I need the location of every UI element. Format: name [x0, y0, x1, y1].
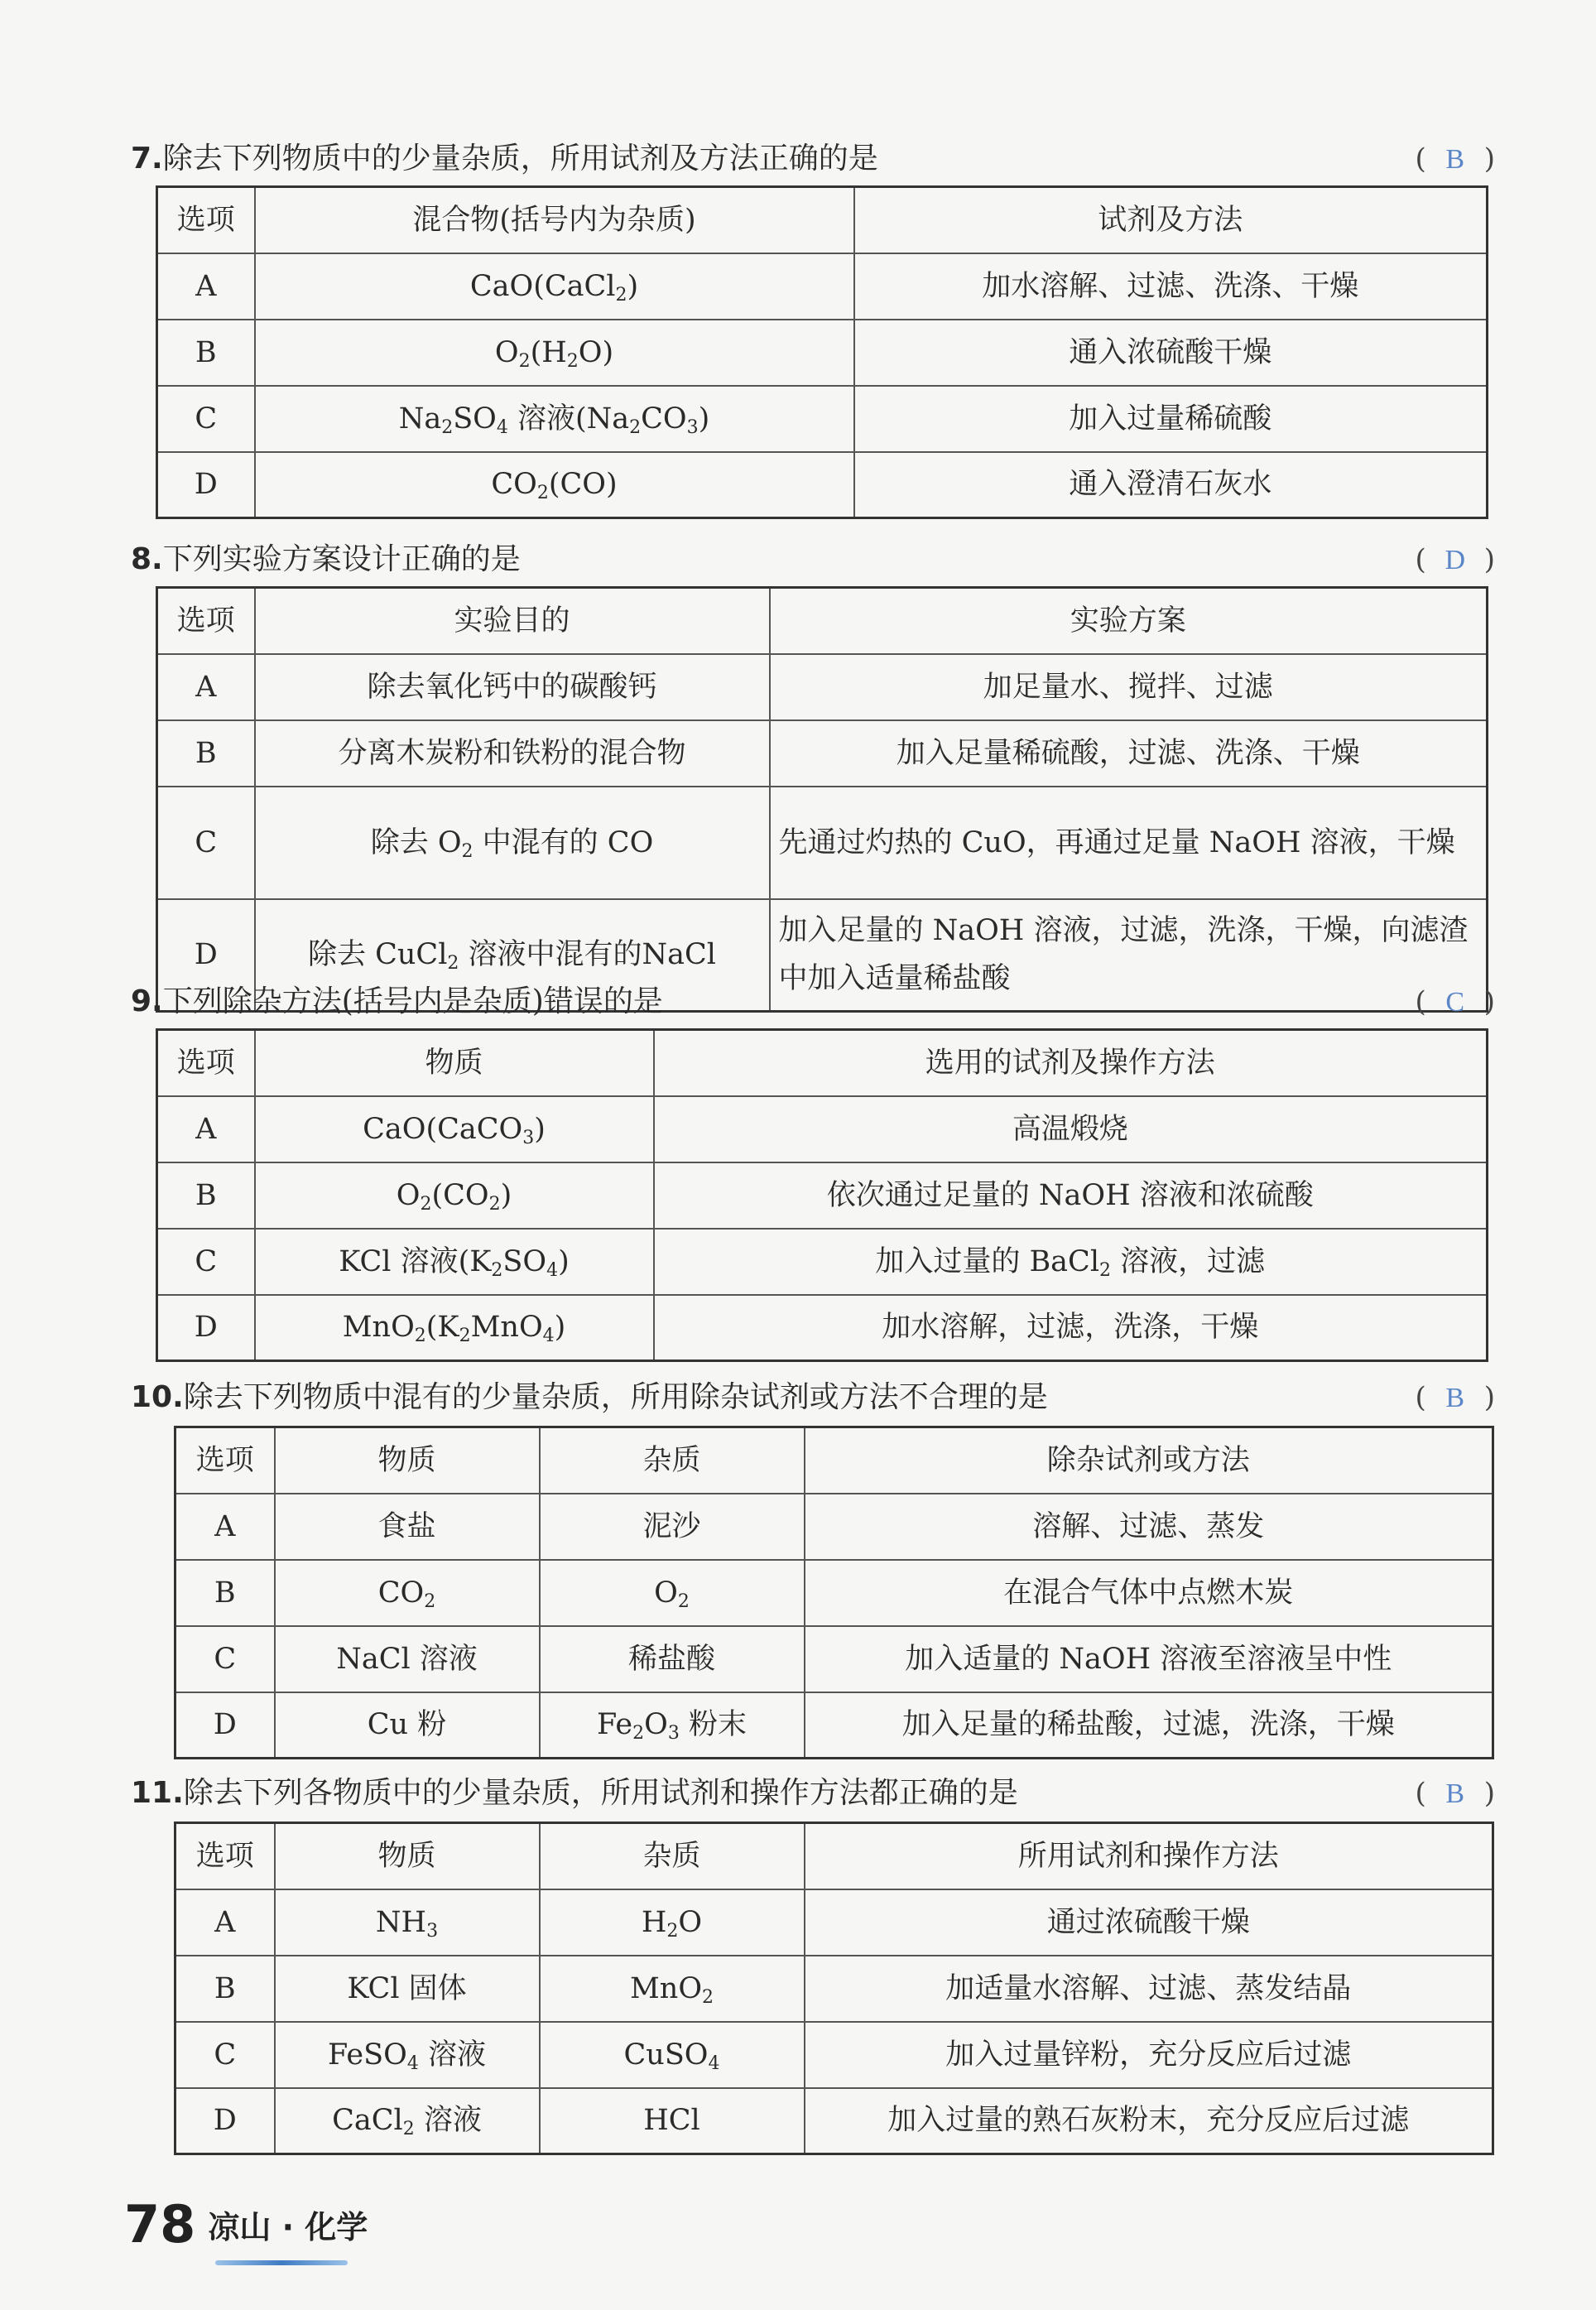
table-cell: CuSO$_4$	[540, 2022, 805, 2088]
table-cell: FeSO$_4$ 溶液	[275, 2022, 540, 2088]
question-text: 下列除杂方法(括号内是杂质)错误的是	[162, 984, 663, 1018]
table-header-row	[157, 588, 1488, 654]
question-number: 10.	[131, 1380, 184, 1414]
answer-bracket: ( C )	[1415, 979, 1495, 1026]
table-cell: 加水溶解、过滤、洗涤、干燥	[854, 253, 1488, 320]
table-cell: 加水溶解，过滤，洗涤，干燥	[654, 1295, 1488, 1361]
option-label: D	[157, 452, 255, 518]
table-cell: 除去 CuCl$_2$ 溶液中混有的NaCl	[255, 899, 770, 1012]
table-cell: 分离木炭粉和铁粉的混合物	[255, 720, 770, 787]
option-label: A	[157, 1096, 255, 1162]
question-7	[131, 136, 1495, 519]
table-cell: 通过浓硫酸干燥	[805, 1889, 1493, 1956]
table-cell: 加足量水、搅拌、过滤	[770, 654, 1488, 720]
table-cell: 加入过量的 BaCl$_2$ 溶液，过滤	[654, 1229, 1488, 1295]
table-row	[157, 654, 1488, 720]
column-header: 选用的试剂及操作方法	[654, 1030, 1488, 1096]
options-table	[174, 1822, 1494, 2155]
question-number: 7.	[131, 142, 163, 176]
option-label: C	[157, 1229, 255, 1295]
table-cell: 加入足量的稀盐酸，过滤，洗涤，干燥	[805, 1692, 1493, 1759]
page-footer	[124, 2194, 368, 2269]
question-9	[131, 979, 1495, 1362]
table-row	[175, 1626, 1493, 1692]
question-text: 除去下列物质中的少量杂质，所用试剂及方法正确的是	[162, 142, 878, 176]
table-row	[175, 1956, 1493, 2022]
table-cell: $NH_3$	[275, 1889, 540, 1956]
table-row	[157, 787, 1488, 899]
table-cell: KCl 固体	[275, 1956, 540, 2022]
question-10	[131, 1374, 1495, 1759]
table-cell: $Fe_2O_3$ 粉末	[540, 1692, 805, 1759]
table-cell: MnO$_2$	[540, 1956, 805, 2022]
table-cell: $O_2(CO_2)$	[255, 1162, 654, 1229]
table-body	[175, 1889, 1493, 2154]
question-line	[131, 1374, 1495, 1421]
option-label: D	[175, 1692, 275, 1759]
option-label: C	[175, 2022, 275, 2088]
table-cell: 先通过灼热的 CuO，再通过足量 NaOH 溶液，干燥	[770, 787, 1488, 899]
table-cell: $MnO_2(K_2MnO_4)$	[255, 1295, 654, 1361]
question-text: 下列实验方案设计正确的是	[162, 542, 521, 576]
answer-letter: D	[1445, 545, 1466, 575]
options-table	[174, 1426, 1494, 1759]
column-header: 杂质	[540, 1427, 805, 1494]
table-cell: 加入足量稀硫酸，过滤、洗涤、干燥	[770, 720, 1488, 787]
option-label: C	[157, 386, 255, 452]
question-11	[131, 1770, 1495, 2155]
table-cell: 泥沙	[540, 1494, 805, 1560]
column-header: 实验方案	[770, 588, 1488, 654]
option-label: D	[175, 2088, 275, 2154]
column-header: 物质	[275, 1427, 540, 1494]
question-line	[131, 537, 1495, 583]
table-row	[175, 2022, 1493, 2088]
table-body	[175, 1494, 1493, 1759]
table-cell: CaO(CaCO$_3$)	[255, 1096, 654, 1162]
column-header: 选项	[157, 1030, 255, 1096]
question-line	[131, 979, 1495, 1025]
column-header: 选项	[175, 1427, 275, 1494]
column-header: 选项	[175, 1823, 275, 1889]
page-number: 78	[124, 2194, 196, 2255]
table-header-row	[175, 1823, 1493, 1889]
book-title: 凉山 · 化学	[208, 2209, 368, 2245]
table-row	[175, 1494, 1493, 1560]
column-header: 除杂试剂或方法	[805, 1427, 1493, 1494]
table-cell: 除去氧化钙中的碳酸钙	[255, 654, 770, 720]
column-header: 混合物(括号内为杂质)	[255, 187, 854, 253]
table-cell: $Na_2SO_4$ 溶液$(Na_2CO_3)$	[255, 386, 854, 452]
column-header: 选项	[157, 187, 255, 253]
table-cell: CaO(CaCl$_2$)	[255, 253, 854, 320]
answer-letter: B	[1445, 1383, 1465, 1413]
table-cell: 食盐	[275, 1494, 540, 1560]
column-header: 试剂及方法	[854, 187, 1488, 253]
table-cell: 加入足量的 NaOH 溶液，过滤，洗涤，干燥，向滤渣中加入适量稀盐酸	[770, 899, 1488, 1012]
table-cell: 加入过量稀硫酸	[854, 386, 1488, 452]
answer-letter: C	[1445, 987, 1465, 1018]
column-header: 选项	[157, 588, 255, 654]
question-number: 9.	[131, 984, 163, 1018]
answer-bracket: ( B )	[1415, 1770, 1495, 1817]
question-number: 11.	[131, 1776, 184, 1810]
table-cell: 加入过量锌粉，充分反应后过滤	[805, 2022, 1493, 2088]
option-label: B	[157, 720, 255, 787]
options-table	[156, 586, 1488, 1013]
answer-bracket: ( B )	[1415, 1374, 1495, 1422]
answer-bracket: ( D )	[1415, 537, 1495, 584]
table-header-row	[157, 1030, 1488, 1096]
table-cell: 高温煅烧	[654, 1096, 1488, 1162]
table-cell: $O_2$	[540, 1560, 805, 1626]
table-row	[175, 1560, 1493, 1626]
column-header: 实验目的	[255, 588, 770, 654]
column-header: 杂质	[540, 1823, 805, 1889]
column-header: 物质	[255, 1030, 654, 1096]
option-label: B	[175, 1560, 275, 1626]
table-row	[175, 2088, 1493, 2154]
table-body	[157, 253, 1488, 518]
table-cell: 除去 $O_2$ 中混有的 CO	[255, 787, 770, 899]
option-label: B	[157, 1162, 255, 1229]
option-label: B	[175, 1956, 275, 2022]
table-row	[157, 1096, 1488, 1162]
table-cell: 依次通过足量的 NaOH 溶液和浓硫酸	[654, 1162, 1488, 1229]
answer-bracket: ( B )	[1415, 136, 1495, 183]
table-row	[157, 452, 1488, 518]
question-text: 除去下列各物质中的少量杂质，所用试剂和操作方法都正确的是	[183, 1776, 1018, 1810]
option-label: A	[175, 1889, 275, 1956]
table-cell: 在混合气体中点燃木炭	[805, 1560, 1493, 1626]
options-table	[156, 1028, 1488, 1362]
option-label: D	[157, 1295, 255, 1361]
table-cell: 加入过量的熟石灰粉末，充分反应后过滤	[805, 2088, 1493, 2154]
table-cell: $H_2O$	[540, 1889, 805, 1956]
option-label: D	[157, 899, 255, 1012]
option-label: C	[175, 1626, 275, 1692]
option-label: B	[157, 320, 255, 386]
question-number: 8.	[131, 542, 163, 576]
table-cell: Cu 粉	[275, 1692, 540, 1759]
table-body	[157, 654, 1488, 1012]
table-cell: $CO_2$	[275, 1560, 540, 1626]
table-row	[175, 1692, 1493, 1759]
table-row	[175, 1889, 1493, 1956]
table-cell: 加入适量的 NaOH 溶液至溶液呈中性	[805, 1626, 1493, 1692]
question-line	[131, 1770, 1495, 1817]
question-8	[131, 537, 1495, 1013]
column-header: 所用试剂和操作方法	[805, 1823, 1493, 1889]
option-label: C	[157, 787, 255, 899]
column-header: 物质	[275, 1823, 540, 1889]
footer-decoration	[215, 2260, 348, 2265]
table-row	[157, 1229, 1488, 1295]
question-text: 除去下列物质中混有的少量杂质，所用除杂试剂或方法不合理的是	[183, 1380, 1048, 1414]
table-cell: NaCl 溶液	[275, 1626, 540, 1692]
table-cell: KCl 溶液$(K_2SO_4)$	[255, 1229, 654, 1295]
table-row	[157, 253, 1488, 320]
table-cell: 通入浓硫酸干燥	[854, 320, 1488, 386]
answer-letter: B	[1445, 1778, 1465, 1809]
table-cell: CaCl$_2$ 溶液	[275, 2088, 540, 2154]
table-row	[157, 1162, 1488, 1229]
table-cell: 加适量水溶解、过滤、蒸发结晶	[805, 1956, 1493, 2022]
option-label: A	[157, 253, 255, 320]
table-row	[157, 720, 1488, 787]
option-label: A	[175, 1494, 275, 1560]
options-table	[156, 185, 1488, 519]
table-cell: 稀盐酸	[540, 1626, 805, 1692]
answer-letter: B	[1445, 144, 1465, 175]
table-cell: 通入澄清石灰水	[854, 452, 1488, 518]
table-body	[157, 1096, 1488, 1361]
option-label: A	[157, 654, 255, 720]
question-line	[131, 136, 1495, 182]
table-row	[157, 386, 1488, 452]
table-cell: 溶解、过滤、蒸发	[805, 1494, 1493, 1560]
table-header-row	[157, 187, 1488, 253]
table-cell: $CO_2(CO)$	[255, 452, 854, 518]
table-row	[157, 320, 1488, 386]
table-header-row	[175, 1427, 1493, 1494]
table-cell: HCl	[540, 2088, 805, 2154]
table-cell: $O_2(H_2O)$	[255, 320, 854, 386]
table-row	[157, 1295, 1488, 1361]
